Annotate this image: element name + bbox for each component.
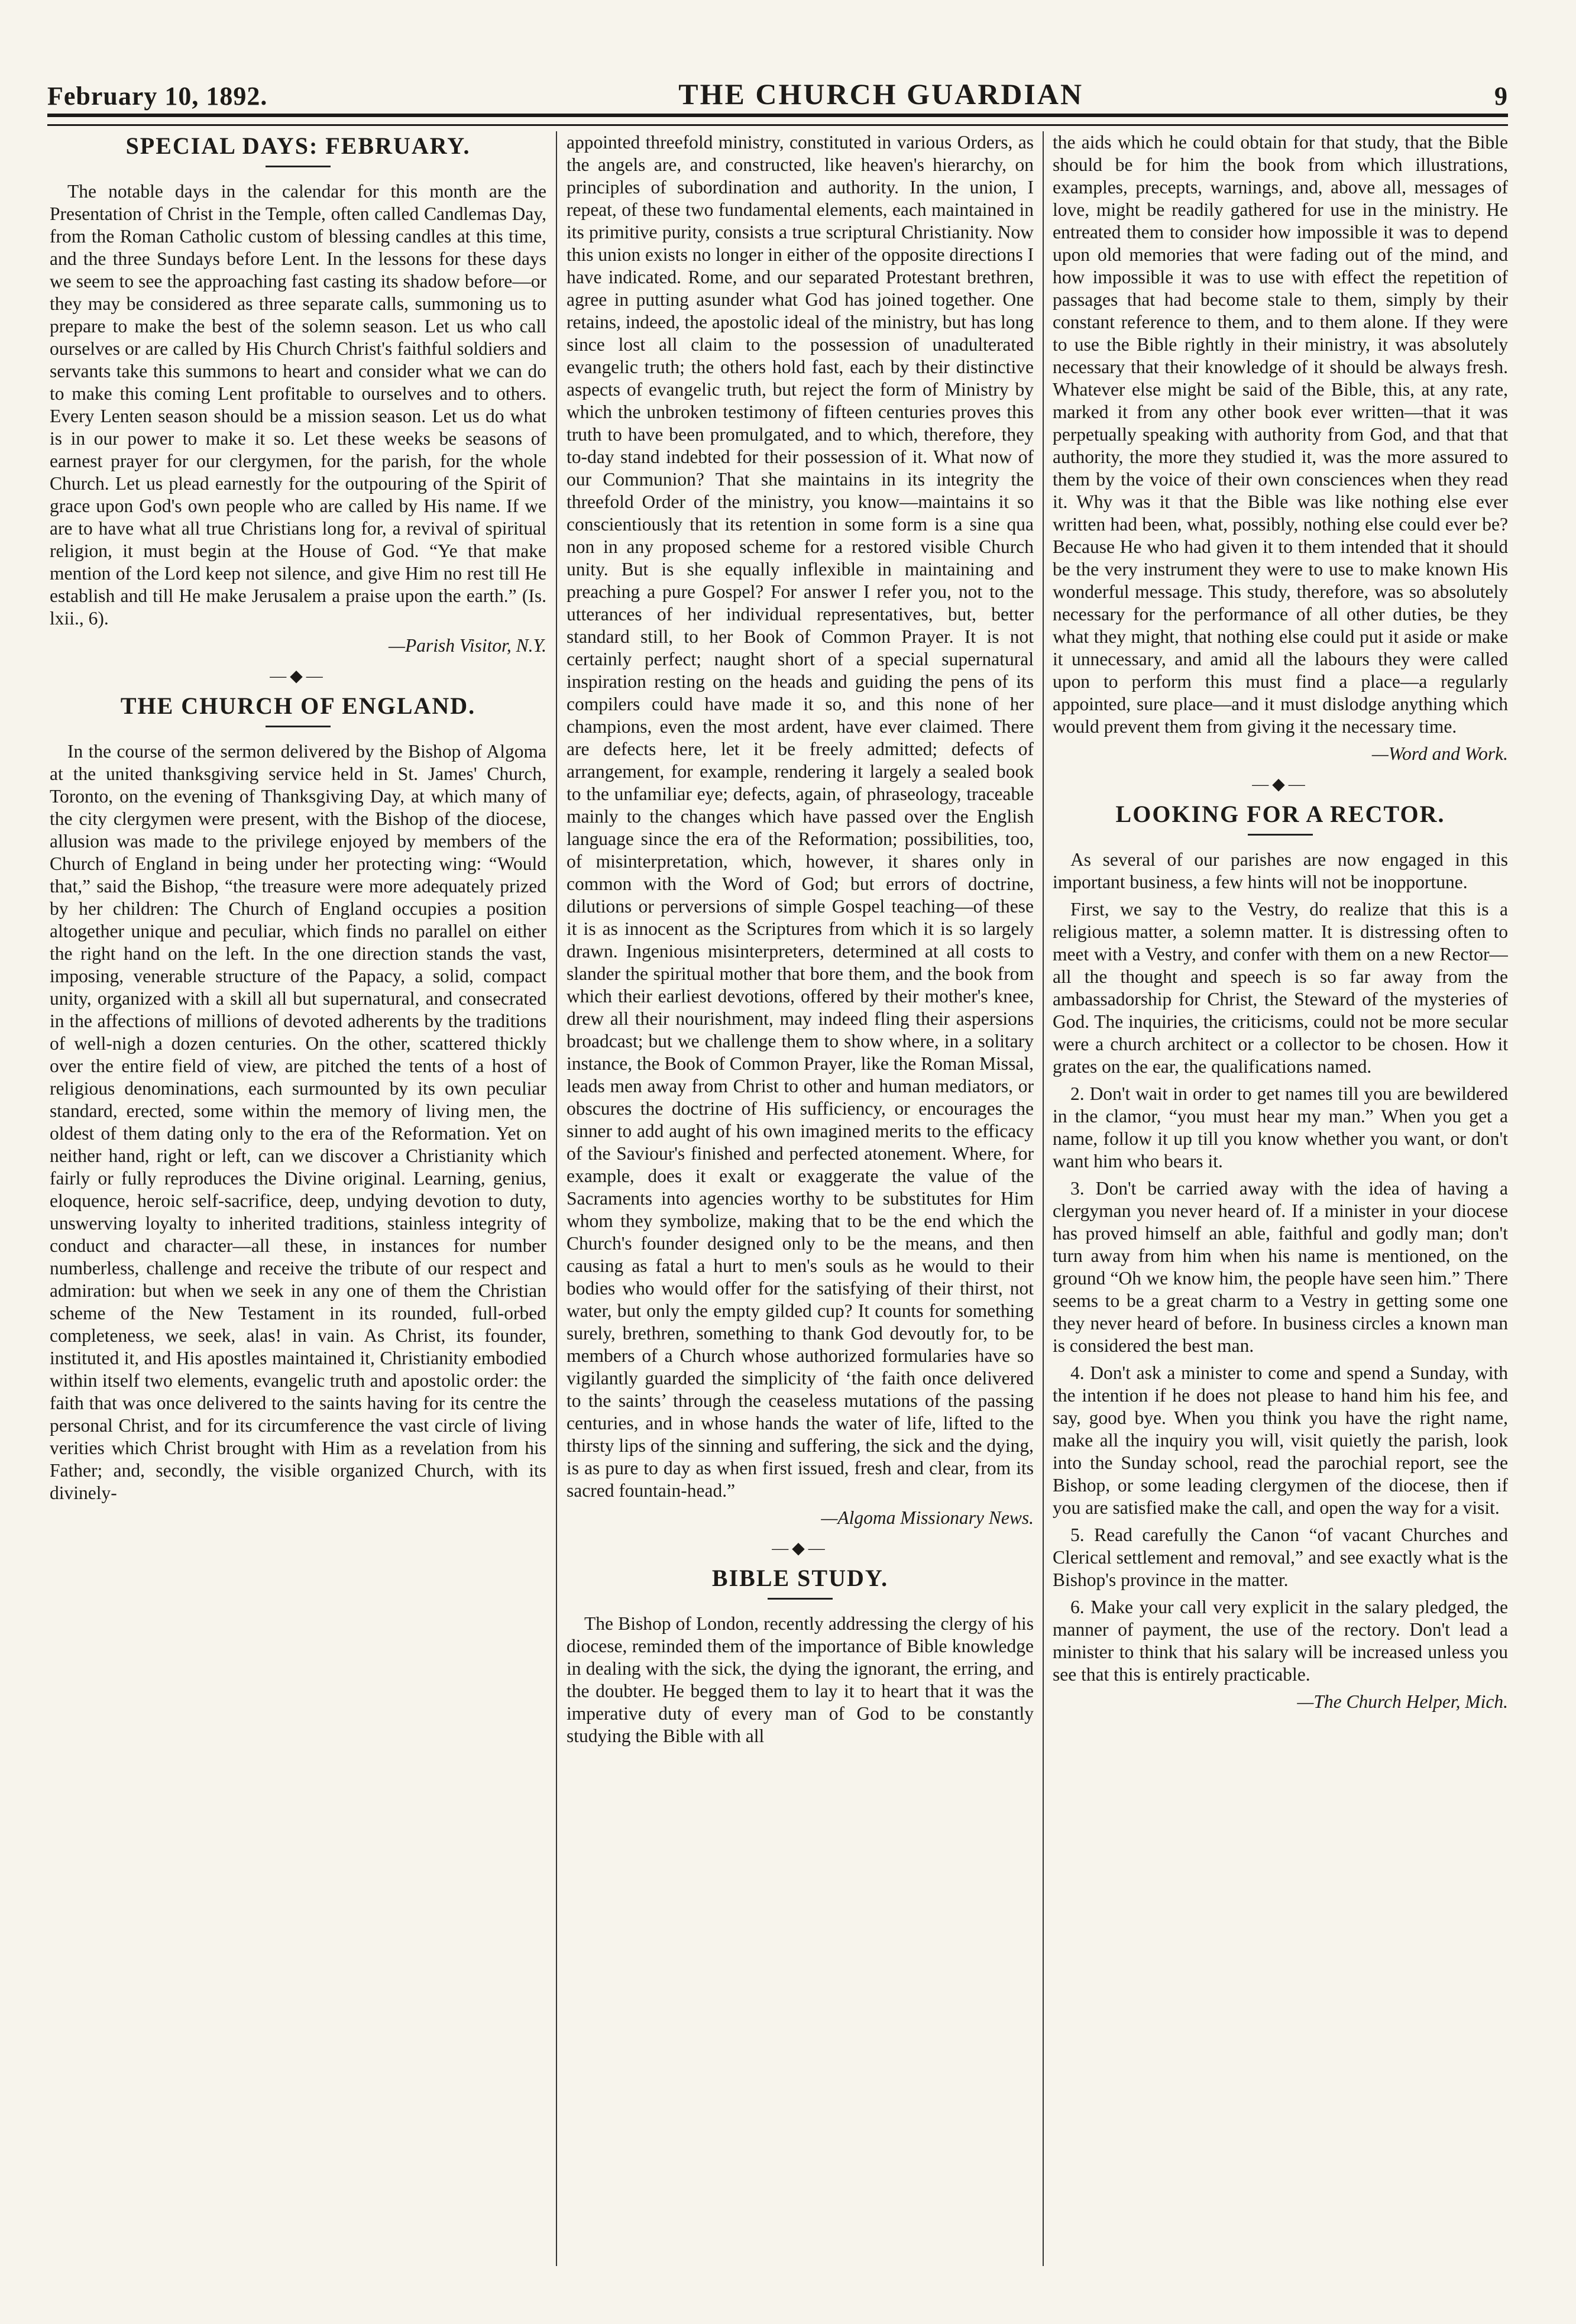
column-rule-1 [556,131,557,2266]
paper-title: THE CHURCH GUARDIAN [678,77,1084,111]
rector-point-3: 3. Don't be carried away with the idea of having a clergyman you never heard of. If a minister in your diocese has proved himself an able, faithful and godly man; don't turn away from him when his name is mentioned, on the ground “Oh we know him, the people have seen him.” There seems to be a great charm to a Vestry in getting some one they never heard of before. In business circles a known man is considered the best man. [1053,1178,1508,1356]
church-of-england-body-1: In the course of the sermon delivered by the Bishop of Algoma at the united thanksgiving service held in St. James' Church, Toronto, on the evening of Thanksgiving Day, at which many of the city clergymen were present, with the Bishop of the diocese, allusion was made to the privilege enjoyed by members of the Church of England in being under her protecting wing: “Would that,” said the Bishop, “the treasure were more adequately prized by her children: The Church of England occupies a position altogether unique and peculiar, which finds no parallel on either the right hand on the left. In the one direction stands the vast, imposing, venerable structure of the Papacy, a solid, compact unity, organized with a skill all but supernatural, and consecrated in the affections of millions of devoted adherents by the traditions of well-nigh a dozen centuries. On the other, scattered thickly over the entire field of view, are pitched the tents of a host of religious denominations, each surmounted by its own peculiar standard, erected, some within the memory of living men, the oldest of them dating only to the era of the Reformation. Yet on neither hand, right or left, can we discover a Christianity which fairly or fully reproduces the Divine original. Learning, genius, eloquence, heroic self-sacrifice, deep, undying devotion to duty, unswerving loyalty to inherited traditions, stainless integrity of conduct and character—all these, in instances for number numberless, challenge and receive the tribute of our respect and admiration: but when we seek in any one of them the Christian scheme of the New Testament in its rounded, full-orbed completeness, we seek, alas! in vain. As Christ, its founder, instituted it, and His apostles maintained it, Christianity embodied within itself two elements, evangelic truth and apostolic order: the faith that was once delivered to the saints having for its centre the personal Christ, and for its circumference the vast circle of living verities which Christ brought with Him as a revelation from his Father; and, secondly, the visible organized Church, with its divinely- [50,741,546,1503]
church-of-england-source: —Algoma Missionary News. [821,1507,1034,1528]
column-2 [567,131,1034,2266]
rector-point-1: First, we say to the Vestry, do realize that this is a religious matter, a solemn matter. It is distressing often to meet with a Vestry, and confer with them on a new Rector—all the thought and speech is so far away from the ambassadorship for Christ, the Steward of the mysteries of God. The inquiries, the criticisms, could not be more secular were a church architect or a collector to be chosen. How it grates on the ear, the qualifications named. [1053,899,1508,1077]
column-rule-2 [1043,131,1044,2266]
column-3 [1053,131,1508,2266]
article-title-special-days: SPECIAL DAYS: FEBRUARY. [125,132,471,159]
masthead-rule [47,114,1508,126]
title-rule [266,726,331,727]
section-ornament: —◆— [1252,775,1309,794]
section-ornament: —◆— [270,667,326,685]
church-of-england-body-2: appointed threefold ministry, constituted in various Orders, as the angels are, and constructed, like heaven's hierarchy, on principles of subordination and authority. In the union, I repeat, of these two fundamental elements, each maintained in its primitive purity, consists a true scriptural Christianity. Now this union exists no longer in either of the opposite directions I have indicated. Rome, and our separated Protestant brethren, agree in putting asunder what God has joined together. One retains, indeed, the apostolic ideal of the ministry, but has long since lost all claim to the possession of unadulterated evangelic truth; the others hold fast, each by their distinctive aspects of evangelic truth, but reject the form of Ministry by which the unbroken testimony of fifteen centuries proves this truth to have been promulgated, and to which, therefore, they to-day stand indebted for their possession of it. What now of our Communion? That she maintains in its integrity the threefold Order of the ministry, you know—maintains it so conscientiously that its retention in some form is a sine qua non in any proposed scheme for a restored visible Church unity. But is she equally inflexible in maintaining and preaching a pure Gospel? For answer I refer you, not to the utterances of her individual representatives, but, better standard still, to her Book of Common Prayer. It is not certainly perfect; naught short of a special supernatural inspiration resting on the heads and guiding the pens of its compilers could have made it so, and this none of her champions, even the most ardent, have ever claimed. There are defects here, let it be freely admitted; defects of arrangement, for example, rendering it largely a sealed book to the unfamiliar eye; defects, again, of phraseology, traceable mainly to the changes which have passed over the English language since the era of the Reformation; possibilities, too, of misinterpretation, which, however, it shares only in common with the Word of God; but errors of doctrine, dilutions or perversions of simple Gospel teaching—of these it is as innocent as the Scriptures from which it is so largely drawn. Ingenious misinterpreters, determined at all costs to slander the spiritual mother that bore them, and the book from which their earliest devotions, offered by their mother's knee, drew all their nourishment, may indeed fling their aspersions broadcast; but we challenge them to show where, in a solitary instance, the Book of Common Prayer, like the Roman Missal, leads men away from Christ to other and human mediators, or obscures the doctrine of His sufficiency, or encourages the sinner to add aught of his own imagined merits to the efficacy of the Saviour's finished and perfected atonement. Where, for example, does it exalt or exaggerate the value of the Sacraments into agencies worthy to be substitutes for Him whom they symbolize, making that to be the end which the Church's founder designed only to be the means, and then causing as fatal a hurt to men's souls as he would to their bodies who would offer for the satisfying of their thirst, not water, but only the empty gilded cup? It counts for something surely, brethren, something to thank God devoutly for, to be members of a Church whose authorized formularies have so vigilantly guarded the simplicity of ‘the faith once delivered to the saints’ through the ceaseless mutations of the passing centuries, and in whose hands the water of life, lifted to the thirsty lips of the sinning and suffering, the sick and the dying, is as pure to day as when first issued, fresh and clear, from its sacred fountain-head.” [567,132,1034,1501]
issue-date: February 10, 1892. [47,82,268,111]
bible-study-source: —Word and Work. [1371,743,1508,764]
rector-intro: As several of our parishes are now engaged in this important business, a few hints will not be inopportune. [1053,849,1508,892]
title-rule [768,1598,833,1600]
title-rule [266,166,331,167]
special-days-body: The notable days in the calendar for this month are the Presentation of Christ in the Temple, often called Candlemas Day, from the Roman Catholic custom of blessing candles at this time, and the three Sundays before Lent. In the lessons for these days we seem to see the approaching fast casting its shadow before—or they may be considered as three separate calls, summoning us to prepare to make the best of the solemn season. Let us who call ourselves or are called by His Church Christ's faithful soldiers and servants take this summons to heart and consider what we can do to make this coming Lent profitable to ourselves and to others. Every Lenten season should be a mission season. Let us do what is in our power to make it so. Let these weeks be seasons of earnest prayer for our clergymen, for the parish, for the whole Church. Let us plead earnestly for the outpouring of the Spirit of grace upon God's own people who are called by His name. If we are to have what all true Christians long for, a revival of spiritual religion, it must begin at the House of God. “Ye that make mention of the Lord keep not silence, and give Him no rest till He establish and till He make Jerusalem a praise upon the earth.” (Is. lxii., 6). [50,181,546,629]
title-rule [1248,834,1313,836]
rector-point-5: 5. Read carefully the Canon “of vacant Churches and Clerical settlement and removal,” and see exactly what is the Bishop's province in the matter. [1053,1524,1508,1590]
page-number: 9 [1494,82,1508,111]
article-title-bible-study: BIBLE STUDY. [711,1565,889,1591]
rector-point-4: 4. Don't ask a minister to come and spend a Sunday, with the intention if he does not please to hand him his fee, and say, good bye. When you think you have the right name, make all the inquiry you will, visit quietly the parish, look into the Sunday school, read the parochial report, see the Bishop, or some leading clergymen of the diocese, then if you are satisfied make the call, and open the way for a visit. [1053,1362,1508,1518]
bible-study-body-1: The Bishop of London, recently addressing the clergy of his diocese, reminded them of the importance of Bible knowledge in dealing with the sick, the dying the ignorant, the erring, and the doubter. He begged them to lay it to heart that it was the imperative duty of every man of God to be constantly studying the Bible with all [567,1613,1034,1746]
rector-source: —The Church Helper, Mich. [1297,1691,1508,1712]
rector-point-2: 2. Don't wait in order to get names till you are bewildered in the clamor, “you must hear my man.” When you get a name, follow it up till you know whether you want, or don't want him who bears it. [1053,1083,1508,1171]
masthead [47,70,1508,111]
column-1 [50,131,546,2266]
article-title-looking-for-rector: LOOKING FOR A RECTOR. [1115,801,1445,827]
section-ornament: —◆— [772,1539,829,1558]
rector-point-6: 6. Make your call very explicit in the salary pledged, the manner of payment, the use of the rectory. Don't lead a minister to think that his salary will be increased unless you see that this is entirely practicable. [1053,1597,1508,1685]
bible-study-body-2: the aids which he could obtain for that study, that the Bible should be for him the book from which illustrations, examples, precepts, warnings, and, above all, messages of love, might be readily gathered for use in the ministry. He entreated them to consider how impossible it was to depend upon old memories that were fading out of the mind, and how impossible it was to use with effect the repetition of passages that had become stale to them, simply by their constant reference to them, and to them alone. If they were to use the Bible rightly in their ministry, it was absolutely necessary that their knowledge of it should be always fresh. Whatever else might be said of the Bible, this, at any rate, marked it from any other book ever written—that it was perpetually speaking with authority from God, and that that authority, the more they studied it, was the more assured to them by the voice of their own consciences when they read it. Why was it that the Bible was like nothing else ever written had been, what, possibly, nothing else could ever be? Because He who had given it to them intended that it should be the very instrument they were to use to make known His wonderful message. This study, therefore, was so absolutely necessary for the performance of all other duties, be they what they might, that nothing else could put it aside or make it unnecessary, and amid all the labours they were called upon to perform this must find a place—a regularly appointed, sure place—and it must dislodge anything which would prevent them from giving it the necessary time. [1053,132,1508,737]
special-days-source: —Parish Visitor, N.Y. [389,635,546,656]
article-title-church-of-england: THE CHURCH OF ENGLAND. [120,692,476,719]
